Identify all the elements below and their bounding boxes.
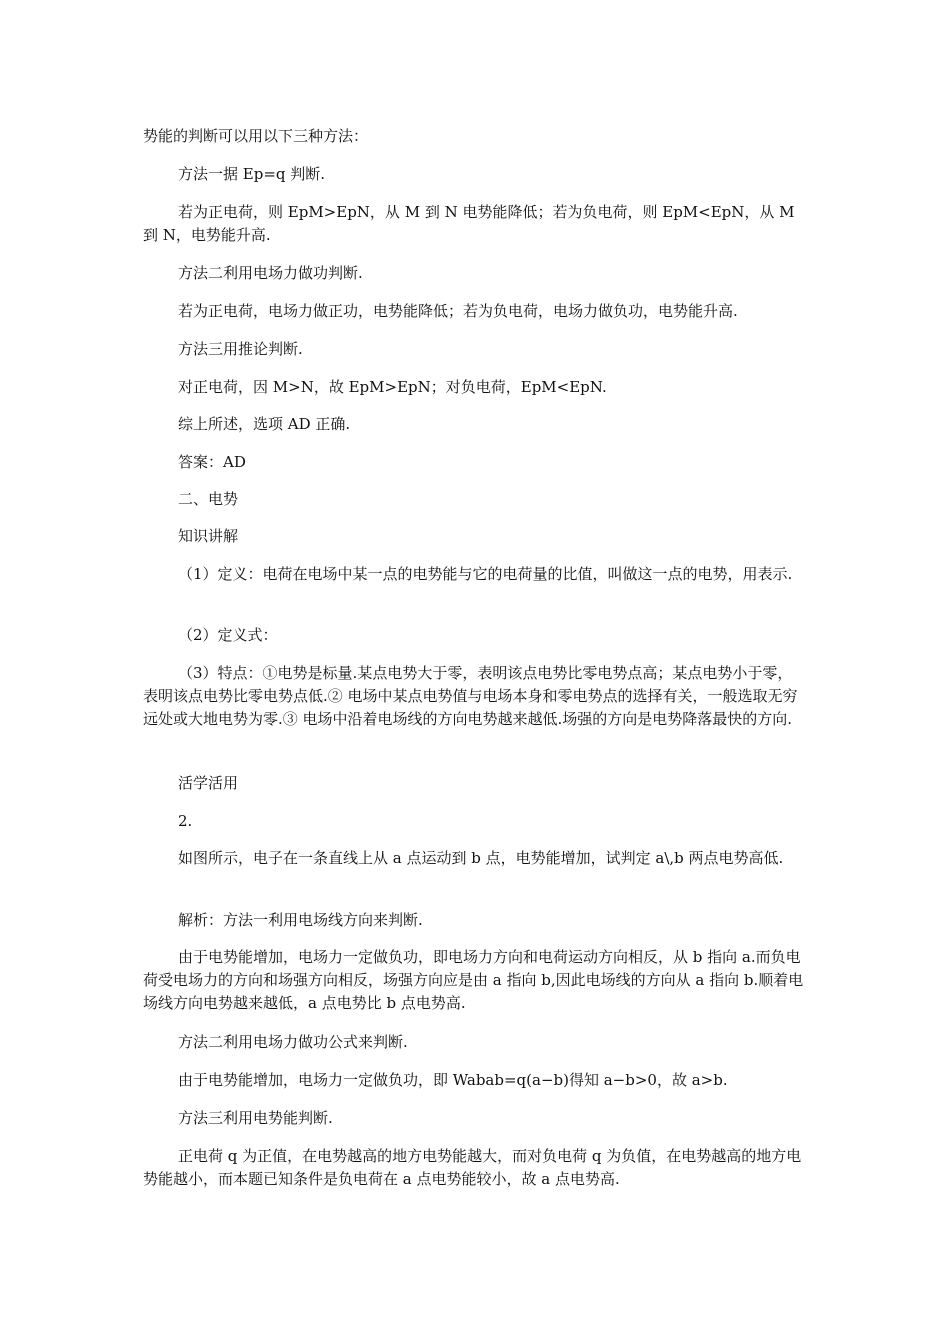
analysis-intro: 解析：方法一利用电场线方向来判断. (178, 911, 423, 929)
analysis-method-2-title: 方法二利用电场力做功公式来判断. (178, 1033, 408, 1051)
paragraph-8: 综上所述，选项 AD 正确. (178, 415, 351, 433)
question-number: 2. (178, 812, 193, 830)
analysis-method-2: 由于电势能增加，电场力一定做负功，即 Wabab=q(a−b)得知 a−b>0，故 a>b. (178, 1071, 728, 1089)
paragraph-features: （3）特点：①电势是标量.某点电势大于零，表明该点电势比零电势点高；某点电势小于零，表明该点电势比零电势点低.② 电场中某点电势值与电场本身和零电势点的选择有关，一般选取无穷远处或大地电势为零.③ 电场中沿着电场线的方向电势越来越低.场强的方向是电势降落最快的方向. (143, 664, 798, 728)
analysis-method-3: 正电荷 q 为正值，在电势越高的地方电势能越大，而对负电荷 q 为负值，在电势越高的地方电势能越小，而本题已知条件是负电荷在 a 点电势能较小，故 a 点电势高. (143, 1147, 802, 1188)
paragraph-3: 若为正电荷，则 EpM>EpN，从 M 到 N 电势能降低；若为负电荷，则 EpM<EpN，从 M 到 N，电势能升高. (143, 203, 795, 244)
paragraph-formula: （2）定义式： (178, 626, 278, 644)
subheading-knowledge: 知识讲解 (178, 527, 239, 545)
analysis-method-3-title: 方法三利用电势能判断. (178, 1109, 333, 1127)
paragraph-definition: （1）定义：电荷在电场中某一点的电势能与它的电荷量的比值，叫做这一点的电势，用表示. (178, 565, 793, 583)
paragraph-1: 势能的判断可以用以下三种方法： (143, 127, 369, 145)
analysis-method-1: 由于电势能增加，电场力一定做负功，即电场力方向和电荷运动方向相反，从 b 指向 a.而负电荷受电场力的方向和场强方向相反，场强方向应是由 a 指向 b,因此电场线的方向从 a 指向 b.顺着电场线方向电势越来越低，a 点电势比 b 点电势高. (143, 948, 804, 1012)
paragraph-2: 方法一据 Ep=q 判断. (178, 165, 326, 183)
question-text: 如图所示，电子在一条直线上从 a 点运动到 b 点，电势能增加，试判定 a\,b 两点电势高低. (178, 849, 784, 867)
paragraph-7: 对正电荷，因 M>N，故 EpM>EpN；对负电荷，EpM<EpN. (178, 378, 607, 396)
subheading-practice: 活学活用 (178, 774, 239, 792)
section-heading: 二、电势 (178, 490, 239, 508)
paragraph-6: 方法三用推论判断. (178, 340, 303, 358)
paragraph-4: 方法二利用电场力做功判断. (178, 264, 363, 282)
paragraph-5: 若为正电荷，电场力做正功，电势能降低；若为负电荷，电场力做负功，电势能升高. (178, 302, 738, 320)
paragraph-9: 答案：AD (178, 453, 246, 471)
